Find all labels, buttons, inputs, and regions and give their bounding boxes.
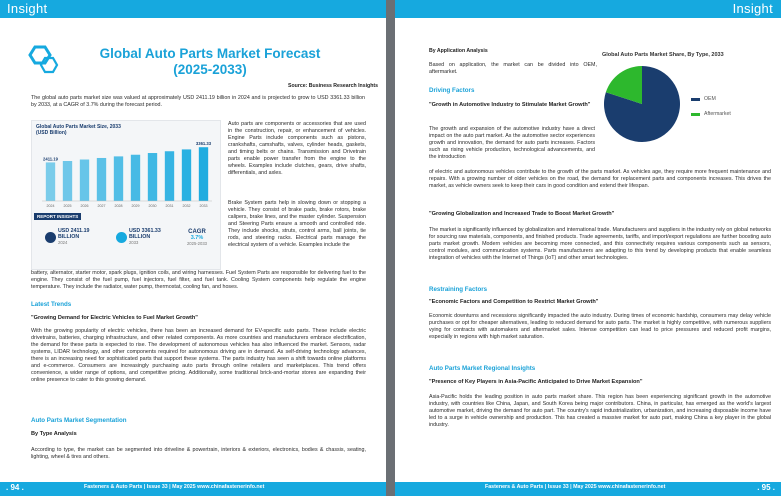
data-label-2024: 2411.19 bbox=[43, 156, 58, 162]
section-label: Insight bbox=[7, 1, 48, 16]
intro-paragraph: The global auto parts market size was valued at approximately USD 2411.19 billion in 2024 and is projected to grow to USD 3361.33 billion by 2033, at a CAGR of 3.7% during the forecast period. bbox=[31, 95, 365, 109]
tick-label-2028: 2028 bbox=[114, 204, 123, 208]
bar-2032 bbox=[182, 149, 191, 201]
legend-label-oem: OEM bbox=[704, 96, 716, 102]
legend-swatch-oem bbox=[691, 98, 700, 101]
right-page bbox=[395, 0, 781, 496]
bar-2025 bbox=[63, 161, 72, 201]
by-application-paragraph: Based on application, the market can be divided into OEM, aftermarket. bbox=[429, 62, 597, 76]
by-type-heading: By Type Analysis bbox=[31, 431, 77, 437]
tick-label-2031: 2031 bbox=[165, 204, 174, 208]
driving-paragraph-2: The market is significantly influenced by globalization and international trade. Manufacturers and suppliers in the industry rely on global networks for sourcing raw materials, components, and finished products. Trade agreements, tariffs, and import/export regulations are further boosting auto parts market growth. Modern vehicles are becoming more connected, and this connectivity requires various components such as sensors, control modules, and communication systems. Parts manufacturers are adapting to this trend by developing products that enable seamless integration of vehicles with the Internet of Things (IoT) and other smart technologies. bbox=[429, 227, 771, 262]
legend-oem bbox=[691, 96, 716, 102]
heading-restraining-factors: Restraining Factors bbox=[429, 286, 488, 293]
by-application-heading: By Application Analysis bbox=[429, 48, 488, 54]
driving-subheading-1: "Growth in Automotive Industry to Stimulate Market Growth" bbox=[429, 102, 591, 108]
cagr-years: 2025-2033 bbox=[186, 240, 207, 246]
cagr-value: 3.7% bbox=[190, 234, 204, 241]
chart-title: Global Auto Parts Market Size, 2033 (USD Billion) bbox=[36, 124, 121, 136]
legend-swatch-aftermarket bbox=[691, 113, 700, 116]
bar-2033 bbox=[199, 147, 208, 201]
bar-2029 bbox=[131, 155, 140, 201]
driving-paragraph-1a: The growth and expansion of the automotive industry have a direct impact on the auto part market. As the automotive sector experiences growth and innovation, the demand for auto parts increases. Factors such as rising vehicle production, technological advancements, and the introduction bbox=[429, 126, 595, 161]
regional-subheading: "Presence of Key Players in Asia-Pacific Anticipated to Drive Market Expansion" bbox=[429, 379, 643, 385]
bar-2031 bbox=[165, 151, 174, 201]
footer-bar bbox=[395, 482, 781, 496]
trend-subheading: "Growing Demand for Electric Vehicles to Fuel Market Growth" bbox=[31, 315, 198, 321]
tick-label-2029: 2029 bbox=[131, 204, 140, 208]
heading-segmentation: Auto Parts Market Segmentation bbox=[31, 417, 127, 424]
paragraph-parts-2b: battery, alternator, starter motor, spark plugs, ignition coils, and wiring harnesses. Fuel System Parts are responsible for delivering fuel to the engine. They consist of the fuel pump, fuel injectors, fuel filter, and fuel tank. Cooling System components help regulate the engine temperature. They include the radiator, water pump, thermostat, cooling fan, and hoses. bbox=[31, 270, 366, 291]
report-insights-row bbox=[32, 222, 220, 252]
by-type-paragraph: According to type, the market can be segmented into driveline & powertrain, interiors & exteriors, electronics, bodies & chassis, seating, lighting, wheel & tires and others. bbox=[31, 447, 366, 461]
title-line-2: (2025-2033) bbox=[173, 62, 247, 77]
insight-year-1: 2024 bbox=[57, 240, 68, 246]
heading-regional-insights: Auto Parts Market Regional Insights bbox=[429, 365, 536, 372]
tick-label-2027: 2027 bbox=[97, 204, 106, 208]
insight-value-2: USD 3361.33 BILLION bbox=[128, 227, 161, 240]
footer-text: Fasteners & Auto Parts | Issue 33 | May 2025 www.chinafastenerinfo.net bbox=[485, 484, 666, 490]
restraining-paragraph: Economic downturns and recessions significantly impacted the auto industry. During times of economic hardship, consumers may delay vehicle purchases or opt for cheaper alternatives, leading to reduced demand for auto parts. The market is highly competitive, with numerous suppliers vying for contracts with automakers and aftermarket sales. Intense competition can lead to price pressures and reduced profit margins, especially in regions with high market saturation. bbox=[429, 313, 771, 341]
cagr-label: CAGR bbox=[188, 228, 206, 235]
data-label-2033: 3361.33 bbox=[195, 141, 212, 147]
bar-2026 bbox=[80, 160, 89, 201]
source-credit: Source: Business Research Insights bbox=[288, 83, 378, 89]
regional-paragraph: Asia-Pacific holds the leading position in auto parts market share. This region has been experiencing significant growth in the automotive industry, with countries like China, Japan, and South Korea being major contributors. China, in particular, has emerged as the world's largest automotive market, driving the demand for auto part. The country's rapid industrialization, urbanization, and increasing disposable income have led to a surge in vehicle ownership and production. This has created a massive market for auto part, making China a key player in the global industry. bbox=[429, 394, 771, 429]
growth-icon bbox=[116, 232, 127, 243]
tick-label-2030: 2030 bbox=[148, 204, 157, 208]
section-label: Insight bbox=[732, 1, 773, 16]
trend-paragraph: With the growing popularity of electric vehicles, there has been an increased demand for EV-specific auto parts. These include electric drivetrains, batteries, charging infrastructure, and other related components. As more countries and manufacturers embrace electrification, the demand for these parts is expected to rise. The development of autonomous vehicles has also influenced the market. Sensors, radar systems, LIDAR technology, and other components required for autonomous driving are in demand. As self-driving technology advances, there is an increasing need for sophisticated parts that support these systems. The parts industry has seen a shift towards online platforms and e-commerce. Consumers are increasingly purchasing auto parts through online retailers and marketplaces. This trend offers convenience, a wider range of options, and competitive pricing. Additionally, some traditional brick-and-mortar stores are expanding their online presence to cater to this growing demand. bbox=[31, 328, 366, 384]
dollar-icon bbox=[45, 232, 56, 243]
report-insights-tag: REPORT INSIGHTS bbox=[34, 213, 81, 220]
insight-value-1: USD 2411.19 BILLION bbox=[57, 227, 90, 240]
footer-text: Fasteners & Auto Parts | Issue 33 | May 2025 www.chinafastenerinfo.net bbox=[84, 484, 265, 490]
tick-label-2033: 2033 bbox=[199, 204, 208, 208]
bar-2028 bbox=[114, 156, 123, 201]
page-number: . 95 . bbox=[757, 483, 775, 492]
pie-chart-svg bbox=[602, 60, 682, 150]
insight-2033 bbox=[116, 229, 161, 246]
paragraph-parts-1: Auto parts are components or accessories that are used in the construction, repair, or enhancement of vehicles. Engine Parts include components such as pistons, crankshafts, camshafts, valves, cylinder heads, gaskets, and timing belts or chains. Transmission and Drivetrain parts enable power transfer from the engine to the wheels. Examples include clutches, gears, drive shafts, differentials, and axles. bbox=[228, 121, 366, 177]
heading-driving-factors: Driving Factors bbox=[429, 87, 475, 94]
market-size-chart bbox=[31, 120, 221, 270]
restraining-subheading: "Economic Factors and Competition to Restrict Market Growth" bbox=[429, 299, 599, 305]
header-bar bbox=[395, 0, 781, 18]
driving-subheading-2: "Growing Globalization and Increased Trade to Boost Market Growth" bbox=[429, 211, 615, 217]
article-title bbox=[60, 46, 360, 78]
bar-2024 bbox=[46, 162, 55, 201]
legend-label-aftermarket: Aftermarket bbox=[704, 111, 731, 117]
page-number: . 94 . bbox=[6, 483, 24, 492]
title-line-1: Global Auto Parts Market Forecast bbox=[99, 46, 321, 61]
legend-aftermarket bbox=[691, 111, 731, 117]
left-page bbox=[0, 0, 386, 496]
insight-year-2: 2033 bbox=[128, 240, 139, 246]
tick-label-2024: 2024 bbox=[46, 204, 55, 208]
tick-label-2032: 2032 bbox=[182, 204, 191, 208]
header-bar bbox=[0, 0, 386, 18]
tick-label-2026: 2026 bbox=[80, 204, 89, 208]
footer-bar bbox=[0, 482, 386, 496]
bar-2027 bbox=[97, 158, 106, 201]
heading-latest-trends: Latest Trends bbox=[31, 301, 72, 308]
bar-chart-svg bbox=[32, 121, 222, 213]
paragraph-parts-2a: Brake System parts help in slowing down or stopping a vehicle. They consist of brake pads, brake rotors, brake calipers, brake lines, and the master cylinder. Suspension and Steering Parts ensure a smooth and controlled ride. They include shocks, struts, control arms, ball joints, tie rods, and steering racks. Electrical parts manage the electrical system of a vehicle. Examples include the bbox=[228, 200, 366, 249]
bar-2030 bbox=[148, 153, 157, 201]
insight-cagr bbox=[187, 229, 207, 246]
hexagon-logo-icon bbox=[26, 44, 60, 74]
tick-label-2025: 2025 bbox=[63, 204, 72, 208]
driving-paragraph-1b: of electric and autonomous vehicles contribute to the growth of the parts market. As vehicles age, they require more frequent maintenance and repairs. With a growing number of older vehicles on the road, the demand for replacement parts and components increases. This drives the market, as vehicle owners seek to keep their cars in good condition and extend their lifespan. bbox=[429, 169, 771, 190]
insight-2024 bbox=[45, 229, 90, 246]
pie-chart-title: Global Auto Parts Market Share, By Type, 2033 bbox=[602, 52, 724, 58]
